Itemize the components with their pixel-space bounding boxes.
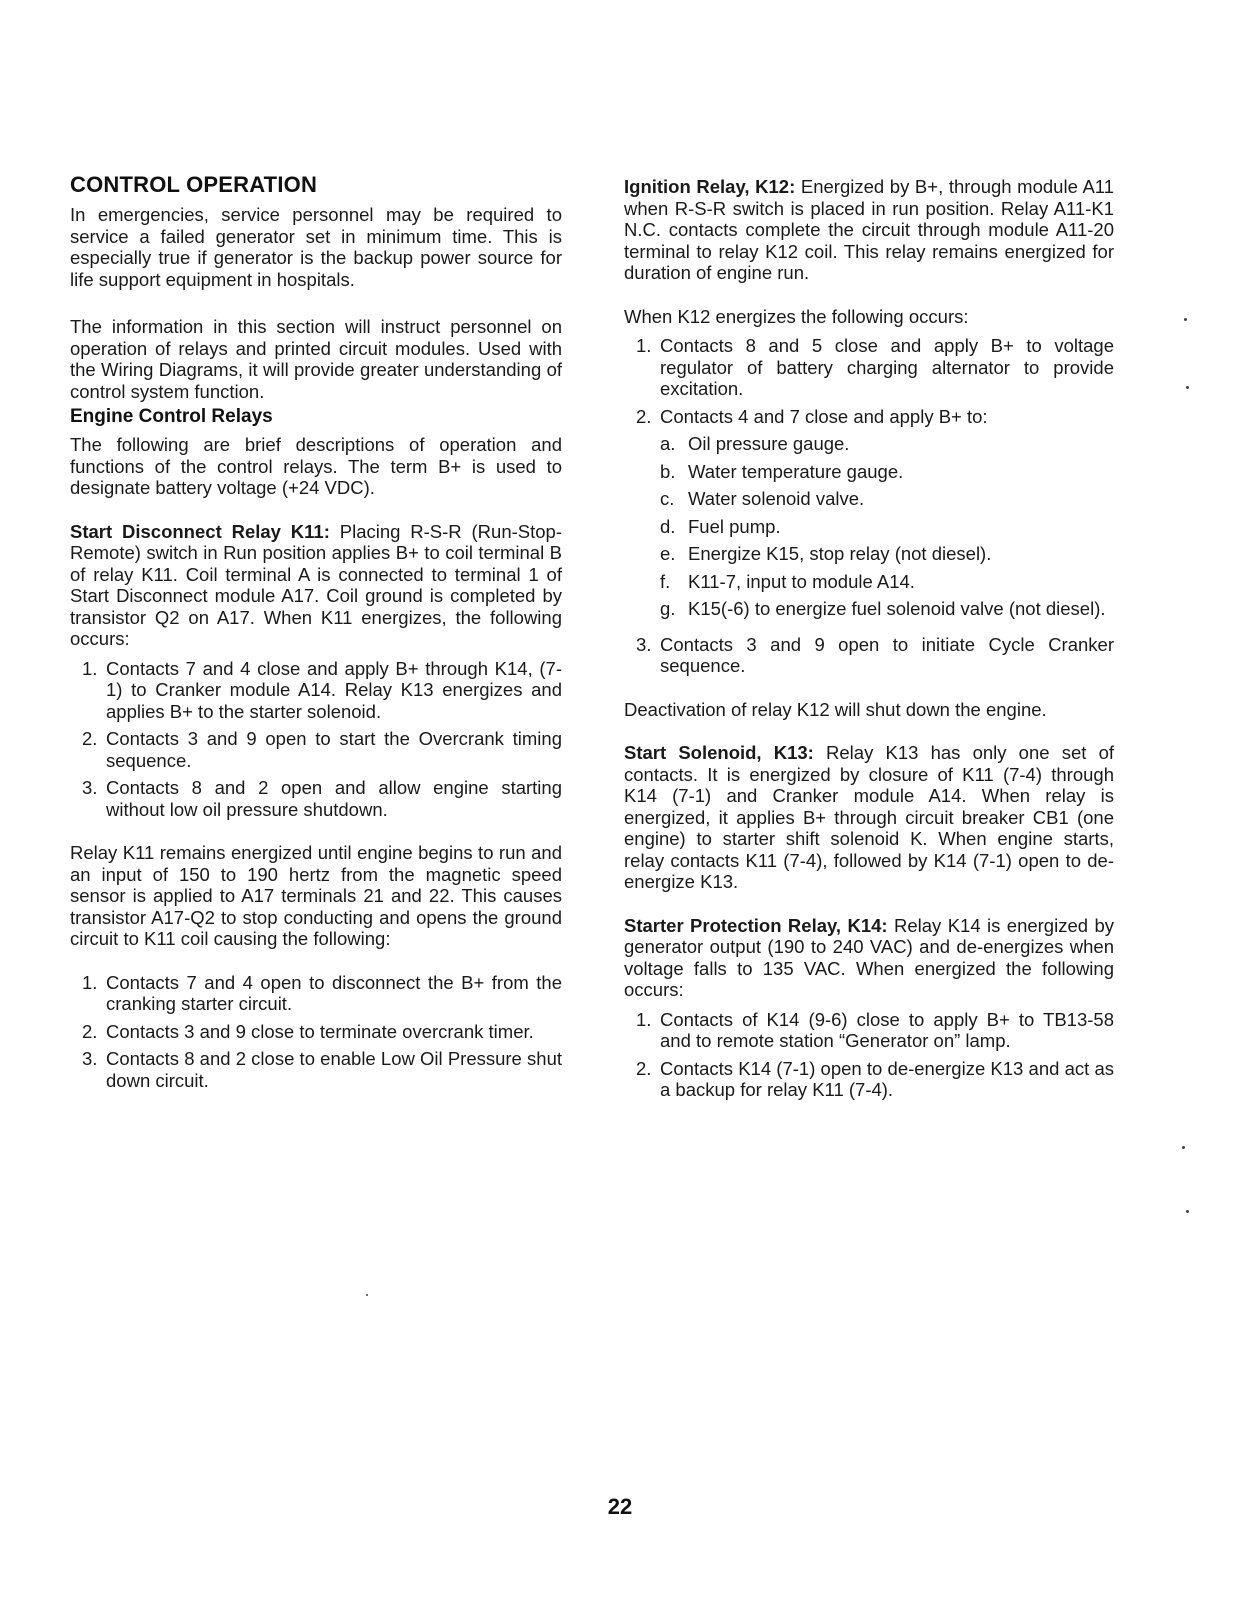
scan-speck [1182,1146,1185,1149]
k14-list [624,1009,1114,1101]
k12-paragraph [624,176,1114,284]
list-item: 2. Contacts 4 and 7 close and apply B+ to: a. Oil pressure gauge. b. Water temperature gauge. c. Water solenoid valve. d. Fuel pump. e. Energize K15, stop relay (not diesel). f. K11-7, input to module A14. g. K15(-6) to energize fuel solenoid valve (not diesel). [624,406,1114,620]
list-item: g. K15(-6) to energize fuel solenoid valve (not diesel). [660,598,1106,619]
k13-paragraph [624,742,1114,893]
list-item: b. Water temperature gauge. [660,460,904,482]
list-item: 1. Contacts of K14 (9-6) close to apply B+ to TB13-58 and to remote station “Generator on” lamp. [636,1008,1114,1051]
k11-paragraph [70,521,562,650]
list-item: a. Oil pressure gauge. [660,433,850,454]
k13-body: Relay K13 has only one set of contacts. It is energized by closure of K11 (7-4) through K14 (7-1) and Cranker module A14. When relay is energized, it applies B+ through circuit breaker CB1 (one engine) to starter shift solenoid K. When engine starts, relay contacts K11 (7-4), followed by K14 (7-1) open to de-energize K13. [624,742,1114,892]
k12-list [624,335,1114,620]
list-item: d. Fuel pump. [660,515,781,537]
section-title: CONTROL OPERATION [70,172,318,197]
list-item: 2. Contacts 3 and 9 open to start the Overcrank timing sequence. [82,728,562,771]
list-item: 3. Contacts 8 and 2 open and allow engine starting without low oil pressure shutdown. [82,777,562,820]
list-item: 3. Contacts 8 and 2 close to enable Low Oil Pressure shut down circuit. [82,1048,562,1091]
list-item: 1. Contacts 7 and 4 close and apply B+ through K14, (7-1) to Cranker module A14. Relay K13 energizes and applies B+ to the starter solenoid. [82,657,562,722]
list-item: 2. Contacts K14 (7-1) open to de-energize K13 and act as a backup for relay K11 (7-4). [636,1057,1114,1100]
page-number: 22 [607,1494,633,1519]
k11-body: Placing R-S-R (Run-Stop-Remote) switch in Run position applies B+ to coil terminal B of relay K11. Coil terminal A is connected to terminal 1 of Start Disconnect module A17. Coil ground is completed by transistor Q2 on A17. When K11 energizes, the following occurs: [70,520,562,649]
intro-paragraph-2: The information in this section will instruct personnel on operation of relays and printed circuit modules. Used with the Wiring Diagrams, it will provide greater understanding of control system function. [70,316,562,402]
list-item: c. Water solenoid valve. [660,488,865,509]
k12-sub-list [660,433,1114,620]
k11-after-list [70,972,562,1092]
k12-deactivation-paragraph: Deactivation of relay K12 will shut down the engine. [624,698,1047,720]
k11-list [70,658,562,821]
scan-speck [1186,1210,1189,1213]
k11-lead: Start Disconnect Relay K11: [70,520,330,542]
list-item: 1. Contacts 7 and 4 open to disconnect the B+ from the cranking starter circuit. [82,971,562,1014]
intro-paragraph-1: In emergencies, service personnel may be required to service a failed generator set in minimum time. This is especially true if generator is the backup power source for life support equipment in hospitals. [70,204,562,290]
relays-intro-paragraph: The following are brief descriptions of operation and functions of the control relays. The term B+ is used to designate battery voltage (+24 VDC). [70,434,562,498]
right-column [624,176,1114,1123]
scan-speck [1184,318,1187,321]
k14-paragraph [624,915,1114,1001]
k11-remain-paragraph: Relay K11 remains energized until engine begins to run and an input of 150 to 190 hertz from the magnetic speed sensor is applied to A17 terminals 21 and 22. This causes transistor A17-Q2 to stop conducting and opens the ground circuit to K11 coil causing the following: [70,842,562,949]
list-item: 3. Contacts 3 and 9 open to initiate Cycle Cranker sequence. [636,633,1114,676]
k14-lead: Starter Protection Relay, K14: [624,914,888,936]
k12-lead: Ignition Relay, K12: [624,176,796,197]
k13-lead: Start Solenoid, K13: [624,742,814,763]
k14-body: Relay K14 is energized by generator output (190 to 240 VAC) and de-energizes when voltage falls to 135 VAC. When energized the following occurs: [624,914,1114,1000]
scan-speck [1186,386,1189,389]
list-item: f. K11-7, input to module A14. [660,570,915,592]
k12-when-paragraph: When K12 energizes the following occurs: [624,305,969,327]
list-item: 2. Contacts 3 and 9 close to terminate overcrank timer. [82,1020,534,1042]
left-column [70,172,562,1113]
subsection-title: Engine Control Relays [70,406,273,427]
list-item: 1. Contacts 8 and 5 close and apply B+ to voltage regulator of battery charging alternator to provide excitation. [636,335,1114,399]
k12-list-continued [624,634,1114,677]
list-item: e. Energize K15, stop relay (not diesel). [660,543,992,564]
scan-speck [366,1294,368,1296]
k12-body: Energized by B+, through module A11 when R-S-R switch is placed in run position. Relay A11-K1 N.C. contacts complete the circuit through module A11-20 terminal to relay K12 coil. This relay remains energized for duration of engine run. [624,176,1114,283]
